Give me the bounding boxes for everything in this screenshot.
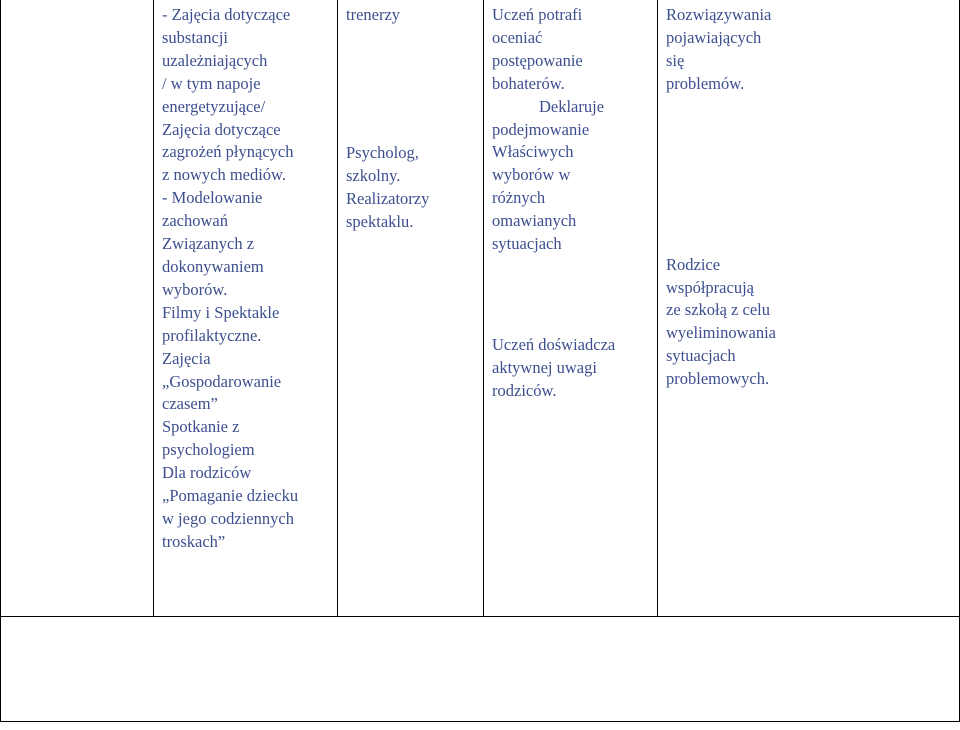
text-line: trenerzy [346,5,401,24]
text-line: wyborów w [492,165,571,185]
text-line: profilaktyczne. [162,325,262,345]
text-line: postępowanie [492,50,583,70]
text-line: Właściwych [492,142,574,162]
text-line: Dla rodziców [162,463,252,483]
text-line: oceniać [492,27,543,47]
text-line: Uczeń doświadcza [492,334,616,354]
text-line: podejmowanie [492,119,590,139]
text-line: Filmy i Spektakle [162,302,280,322]
text-line: Realizatorzy [346,188,430,208]
text-line: rodziców. [492,380,557,400]
text-line: Zajęcia dotyczące [162,119,281,139]
text-line: / w tym napoje [162,73,261,93]
text-line: troskach” [162,531,226,551]
text-line: energetyzujące/ [162,96,266,116]
text-line: szkolny. [346,165,401,185]
text-line: aktywnej uwagi [492,357,597,377]
cell-r1-c1 [1,0,154,617]
text-line: różnych [492,188,546,208]
text-line: omawianych [492,211,577,231]
text-line: zagrożeń płynących [162,142,294,162]
text-line: wyeliminowania [666,323,776,343]
text-line: pojawiających [666,27,762,47]
text-line: psychologiem [162,440,255,460]
text-line: problemowych. [666,369,770,389]
text-line: sytuacjach [492,234,562,254]
cell-results [658,0,960,617]
text-line: z nowych mediów. [162,165,287,185]
text-line: substancji [162,27,228,47]
text-line: zachowań [162,211,228,231]
text-line: problemów. [666,73,745,93]
text-line: Rozwiązywania [666,5,772,24]
text-line: Rodzice [666,254,721,274]
text-line: Deklaruje [538,96,605,116]
text-line: wyborów. [162,279,228,299]
text-line: - Zajęcia dotyczące [162,5,291,24]
text-line: „Pomaganie dziecku [162,486,299,506]
text-line: spektaklu. [346,211,414,231]
text-line: bohaterów. [492,73,565,93]
text-line: Psycholog, [346,142,419,162]
text-line: Spotkanie z [162,417,240,437]
text-line: dokonywaniem [162,256,264,276]
table-row [1,0,960,617]
text-line: uzależniających [162,50,268,70]
cell-activities [154,0,338,617]
text-line: - Modelowanie [162,188,263,208]
text-line: Związanych z [162,234,255,254]
text-line: współpracują [666,277,754,297]
text-line: Zajęcia [162,348,211,368]
text-line: w jego codziennych [162,508,294,528]
text-line: się [666,50,685,70]
text-line: sytuacjach [666,346,736,366]
cell-outcomes [484,0,658,617]
text-line: Uczeń potrafi [492,5,583,24]
cell-empty-row [1,617,960,722]
text-line: „Gospodarowanie [162,371,282,391]
table-row [1,617,960,722]
text-line: czasem” [162,394,218,414]
cell-responsible [338,0,484,617]
text-line: ze szkołą z celu [666,300,770,320]
